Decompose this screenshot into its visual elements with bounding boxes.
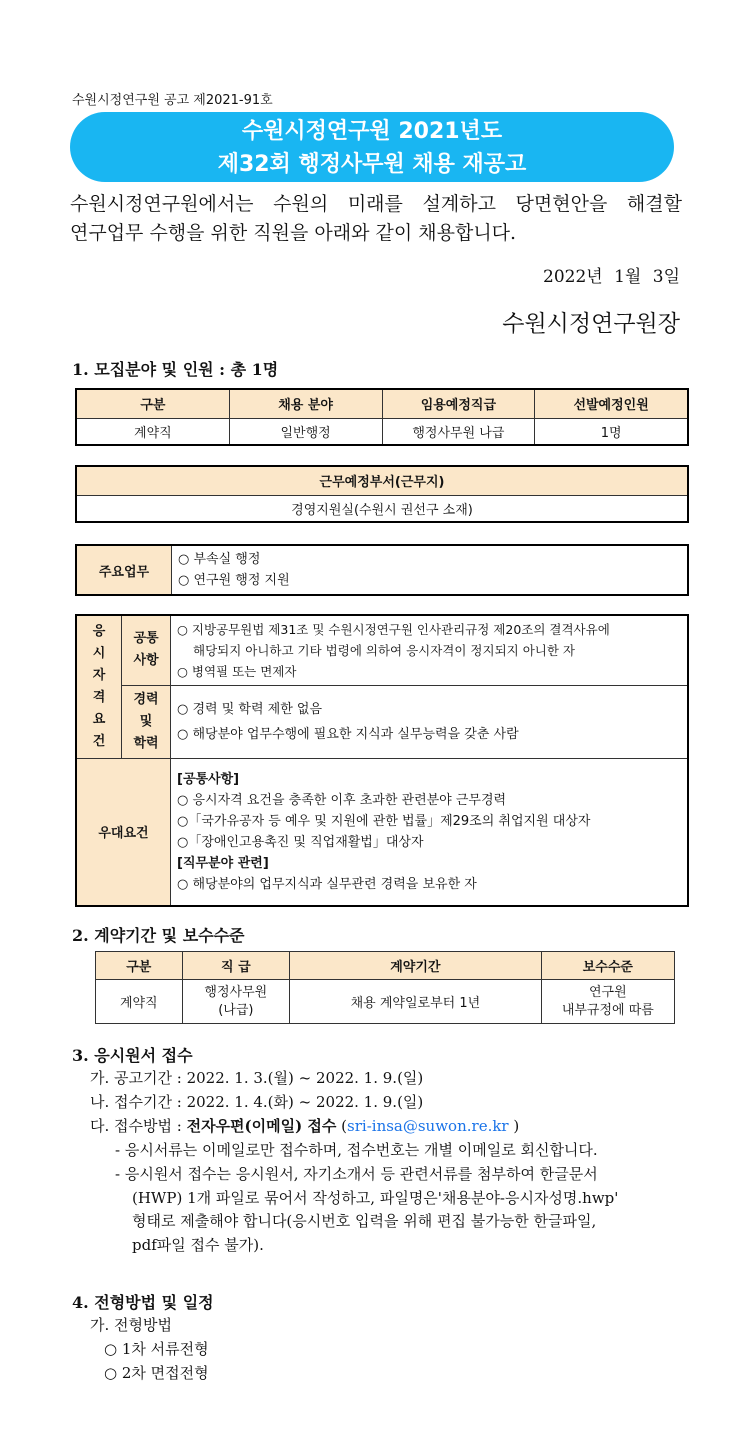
note-line: (HWP) 1개 파일로 묶어서 작성하고, 파일명은'채용분야-응시자성명.hwp' <box>132 1188 619 1207</box>
list-item: ○ 지방공무원법 제31조 및 수원시정연구원 인사관리규정 제20조의 결격사유에 <box>177 621 610 637</box>
table-cell: 채용 계약일로부터 1년 <box>290 980 542 1024</box>
cell-line: 연구원 <box>589 984 627 1000</box>
duty-items <box>172 545 689 595</box>
label-line: 학력 <box>133 735 159 751</box>
qual-label-char: 응 <box>92 623 106 639</box>
qualification-table <box>75 614 689 907</box>
posting-period: 가. 공고기간 : 2022. 1. 3.(월) ~ 2022. 1. 9.(일) <box>90 1069 424 1087</box>
section-1-title: 1. 모집분야 및 인원 : 총 1명 <box>72 360 279 379</box>
qual-label-char: 요 <box>92 711 106 727</box>
pref-common-heading: [공통사항] <box>177 771 240 787</box>
header-cell: 선발예정인원 <box>535 389 688 418</box>
note-email-only: - 응시서류는 이메일로만 접수하며, 접수번호는 개별 이메일로 회신합니다. <box>115 1141 598 1159</box>
pref-label: 우대요건 <box>76 758 171 906</box>
note-line: - 응시원서 접수는 응시원서, 자기소개서 등 관련서류를 첨부하여 한글문서 <box>115 1165 598 1183</box>
recruit-table <box>75 388 689 446</box>
header-cell: 구분 <box>76 389 229 418</box>
qual-label-char: 자 <box>92 667 106 683</box>
qual-label <box>76 615 122 758</box>
duty-table <box>75 544 689 596</box>
table-cell: 일반행정 <box>229 418 382 445</box>
table-cell: 행정사무원 나급 <box>382 418 535 445</box>
list-item: ○ 응시자격 요건을 충족한 이후 초과한 관련분야 근무경력 <box>177 792 507 808</box>
section-2-title: 2. 계약기간 및 보수수준 <box>72 926 245 945</box>
paren-close: ) <box>508 1117 520 1135</box>
header-cell: 임용예정직급 <box>382 389 535 418</box>
cell-line: 내부규정에 따름 <box>561 1002 654 1018</box>
dept-value: 경영지원실(수원시 권선구 소재) <box>76 495 688 522</box>
receipt-method <box>90 1115 519 1139</box>
method-label: 다. 접수방법 : <box>90 1117 187 1135</box>
career-items <box>171 685 689 758</box>
list-item: ○「국가유공자 등 예우 및 지원에 관한 법률」제29조의 취업지원 대상자 <box>177 813 591 829</box>
intro-line-2: 연구업무 수행을 위한 직원을 아래와 같이 채용합니다. <box>70 222 517 244</box>
label-line: 경력 <box>133 691 159 707</box>
list-item: ○ 병역필 또는 면제자 <box>177 663 297 679</box>
table-cell <box>541 980 674 1024</box>
list-item: ○ 2차 면접전형 <box>104 1364 209 1382</box>
table-cell: 계약직 <box>76 418 229 445</box>
qual-label-char: 시 <box>92 645 106 661</box>
common-label <box>122 615 171 685</box>
table-cell: 계약직 <box>96 980 183 1024</box>
cell-line: (나급) <box>218 1002 254 1018</box>
table-cell <box>182 980 289 1024</box>
intro-line-1: 수원시정연구원에서는 수원의 미래를 설계하고 당면현안을 해결할 <box>70 193 682 215</box>
contract-table <box>95 951 675 1024</box>
list-item: ○ 해당분야 업무수행에 필요한 지식과 실무능력을 갖춘 사람 <box>177 726 519 742</box>
section-3-title: 3. 응시원서 접수 <box>72 1046 193 1065</box>
label-line: 사항 <box>133 653 159 669</box>
section-4-title: 4. 전형방법 및 일정 <box>72 1293 214 1312</box>
paren-open: ( <box>336 1117 348 1135</box>
pref-items <box>171 758 689 906</box>
label-line: 및 <box>139 713 153 729</box>
notice-date: 2022년 1월 3일 <box>543 267 680 287</box>
notice-number: 수원시정연구원 공고 제2021-91호 <box>72 93 273 108</box>
note-file-format <box>115 1163 680 1257</box>
table-cell: 1명 <box>535 418 688 445</box>
duty-label: 주요업무 <box>76 545 172 595</box>
header-cell: 보수수준 <box>541 952 674 980</box>
title-line-1: 수원시정연구원 2021년도 <box>241 119 503 144</box>
email-link[interactable]: sri-insa@suwon.re.kr <box>347 1117 509 1135</box>
qual-label-char: 건 <box>92 733 106 749</box>
list-item: 해당되지 아니하고 기타 법령에 의하여 응시자격이 정지되지 아니한 자 <box>193 642 575 658</box>
pref-duty-heading: [직무분야 관련] <box>177 855 269 871</box>
career-label <box>122 685 171 758</box>
header-cell: 구분 <box>96 952 183 980</box>
note-line: pdf파일 접수 불가). <box>132 1235 264 1254</box>
signer: 수원시정연구원장 <box>502 311 680 337</box>
list-item: ○ 경력 및 학력 제한 없음 <box>177 701 323 717</box>
list-item: ○「장애인고용촉진 및 직업재활법」대상자 <box>177 834 424 850</box>
list-item: ○ 1차 서류전형 <box>104 1340 209 1358</box>
list-item: ○ 연구원 행정 지원 <box>178 573 290 588</box>
note-line: 형태로 제출해야 합니다(응시번호 입력을 위해 편집 불가능한 한글파일, <box>132 1212 597 1230</box>
common-items <box>171 615 689 685</box>
dept-table <box>75 465 689 523</box>
receipt-period: 나. 접수기간 : 2022. 1. 4.(화) ~ 2022. 1. 9.(일) <box>90 1093 424 1111</box>
list-item: ○ 해당분야의 업무지식과 실무관련 경력을 보유한 자 <box>177 876 477 892</box>
header-cell: 채용 분야 <box>229 389 382 418</box>
header-cell: 직 급 <box>182 952 289 980</box>
cell-line: 행정사무원 <box>204 984 268 1000</box>
header-cell: 계약기간 <box>290 952 542 980</box>
qual-label-char: 격 <box>92 689 106 705</box>
list-item: ○ 부속실 행정 <box>178 552 261 567</box>
method-value: 전자우편(이메일) 접수 <box>186 1117 337 1135</box>
label-line: 공통 <box>133 631 159 647</box>
title-line-2: 제32회 행정사무원 채용 재공고 <box>217 152 527 177</box>
selection-method: 가. 전형방법 <box>90 1316 172 1334</box>
title-banner <box>70 112 674 182</box>
dept-header: 근무예정부서(근무지) <box>76 466 688 495</box>
intro-paragraph <box>70 190 682 248</box>
